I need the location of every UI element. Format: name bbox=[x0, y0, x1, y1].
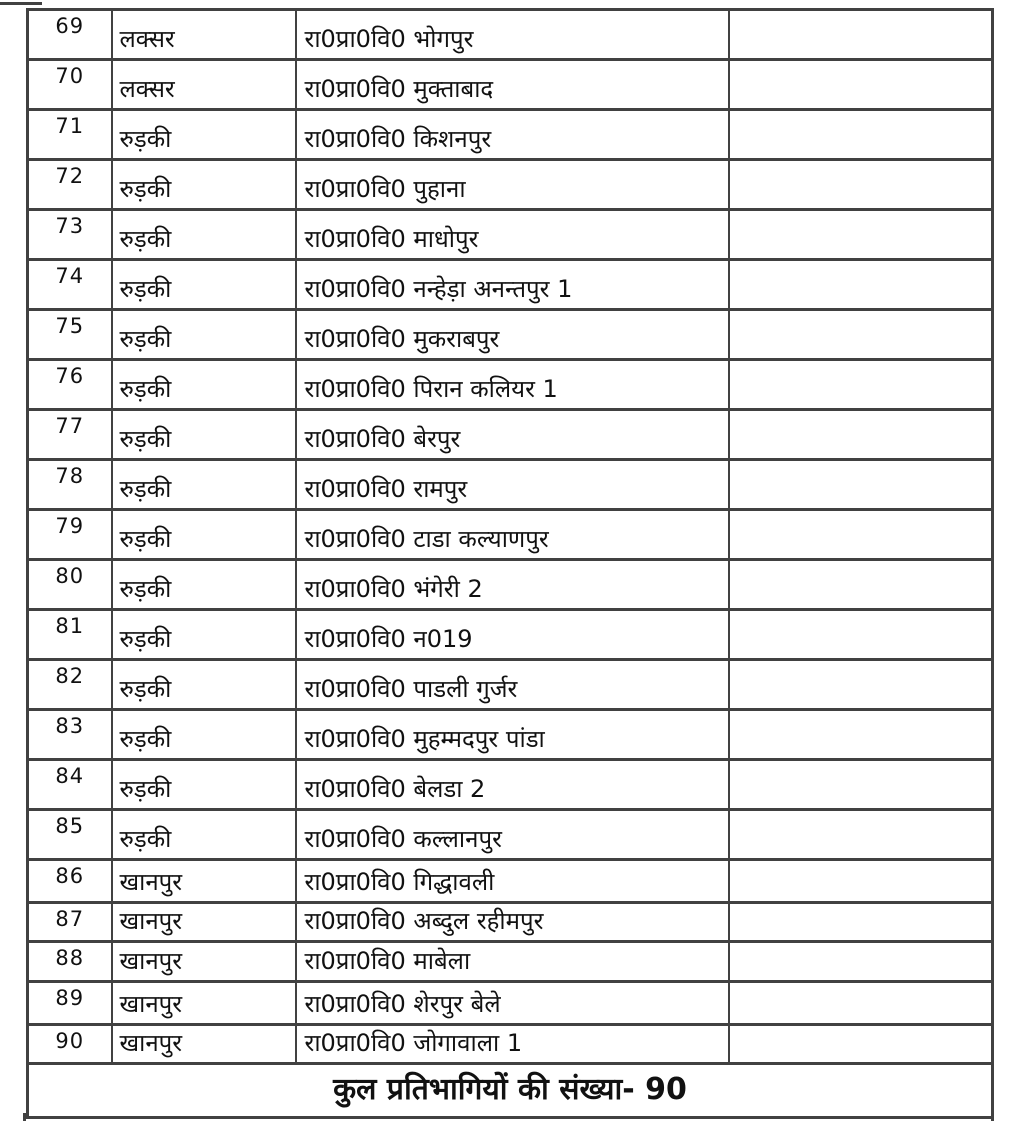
school-cell: रा0प्रा0वि0 शेरपुर बेले bbox=[296, 982, 729, 1025]
serial-cell: 90 bbox=[28, 1025, 112, 1064]
table-row bbox=[28, 903, 993, 942]
block-cell: रुड़की bbox=[112, 510, 296, 560]
table-row bbox=[28, 982, 993, 1025]
table-row bbox=[28, 610, 993, 660]
serial-cell: 84 bbox=[28, 760, 112, 810]
table-row bbox=[28, 760, 993, 810]
block-cell: रुड़की bbox=[112, 260, 296, 310]
block-cell: रुड़की bbox=[112, 110, 296, 160]
school-cell: रा0प्रा0वि0 पाडली गुर्जर bbox=[296, 660, 729, 710]
serial-cell: 85 bbox=[28, 810, 112, 860]
table-row bbox=[28, 660, 993, 710]
block-cell: रुड़की bbox=[112, 710, 296, 760]
serial-cell: 82 bbox=[28, 660, 112, 710]
remark-cell bbox=[729, 810, 993, 860]
school-cell: रा0प्रा0वि0 पुहाना bbox=[296, 160, 729, 210]
block-cell: खानपुर bbox=[112, 1025, 296, 1064]
remark-cell bbox=[729, 210, 993, 260]
serial-cell: 77 bbox=[28, 410, 112, 460]
serial-cell: 89 bbox=[28, 982, 112, 1025]
serial-cell: 72 bbox=[28, 160, 112, 210]
block-cell: रुड़की bbox=[112, 660, 296, 710]
serial-cell: 83 bbox=[28, 710, 112, 760]
table-row bbox=[28, 710, 993, 760]
table-row bbox=[28, 560, 993, 610]
serial-cell: 81 bbox=[28, 610, 112, 660]
table-row bbox=[28, 860, 993, 903]
block-cell: रुड़की bbox=[112, 610, 296, 660]
table-body bbox=[28, 10, 993, 1064]
school-cell: रा0प्रा0वि0 टाडा कल्याणपुर bbox=[296, 510, 729, 560]
block-cell: रुड़की bbox=[112, 760, 296, 810]
serial-cell: 70 bbox=[28, 60, 112, 110]
remark-cell bbox=[729, 460, 993, 510]
serial-cell: 71 bbox=[28, 110, 112, 160]
table-row bbox=[28, 360, 993, 410]
block-cell: रुड़की bbox=[112, 460, 296, 510]
school-cell: रा0प्रा0वि0 नन्हेड़ा अनन्तपुर 1 bbox=[296, 260, 729, 310]
remark-cell bbox=[729, 510, 993, 560]
remark-cell bbox=[729, 110, 993, 160]
block-cell: रुड़की bbox=[112, 360, 296, 410]
table-row bbox=[28, 110, 993, 160]
remark-cell bbox=[729, 982, 993, 1025]
remark-cell bbox=[729, 560, 993, 610]
block-cell: खानपुर bbox=[112, 982, 296, 1025]
table-row bbox=[28, 510, 993, 560]
serial-cell: 78 bbox=[28, 460, 112, 510]
remark-cell bbox=[729, 160, 993, 210]
serial-cell: 80 bbox=[28, 560, 112, 610]
block-cell: लक्सर bbox=[112, 10, 296, 60]
school-cell: रा0प्रा0वि0 गिद्धावली bbox=[296, 860, 729, 903]
block-cell: रुड़की bbox=[112, 560, 296, 610]
school-cell: रा0प्रा0वि0 बेलडा 2 bbox=[296, 760, 729, 810]
serial-cell: 86 bbox=[28, 860, 112, 903]
school-cell: रा0प्रा0वि0 मुकराबपुर bbox=[296, 310, 729, 360]
table-row bbox=[28, 942, 993, 982]
table-row bbox=[28, 10, 993, 60]
school-cell: रा0प्रा0वि0 अब्दुल रहीमपुर bbox=[296, 903, 729, 942]
school-cell: रा0प्रा0वि0 रामपुर bbox=[296, 460, 729, 510]
school-cell: रा0प्रा0वि0 मुहम्मदपुर पांडा bbox=[296, 710, 729, 760]
block-cell: खानपुर bbox=[112, 860, 296, 903]
school-cell: रा0प्रा0वि0 भंगेरी 2 bbox=[296, 560, 729, 610]
remark-cell bbox=[729, 660, 993, 710]
block-cell: खानपुर bbox=[112, 942, 296, 982]
next-block-border-stub bbox=[23, 1113, 994, 1121]
serial-cell: 69 bbox=[28, 10, 112, 60]
block-cell: रुड़की bbox=[112, 160, 296, 210]
remark-cell bbox=[729, 942, 993, 982]
school-cell: रा0प्रा0वि0 न019 bbox=[296, 610, 729, 660]
school-cell: रा0प्रा0वि0 पिरान कलियर 1 bbox=[296, 360, 729, 410]
serial-cell: 75 bbox=[28, 310, 112, 360]
previous-block-border-stub bbox=[0, 2, 42, 5]
remark-cell bbox=[729, 310, 993, 360]
remark-cell bbox=[729, 360, 993, 410]
block-cell: लक्सर bbox=[112, 60, 296, 110]
table-row bbox=[28, 160, 993, 210]
serial-cell: 76 bbox=[28, 360, 112, 410]
remark-cell bbox=[729, 410, 993, 460]
block-cell: खानपुर bbox=[112, 903, 296, 942]
total-row bbox=[28, 1064, 993, 1118]
block-cell: रुड़की bbox=[112, 310, 296, 360]
serial-cell: 87 bbox=[28, 903, 112, 942]
table-row bbox=[28, 310, 993, 360]
table-row bbox=[28, 210, 993, 260]
remark-cell bbox=[729, 260, 993, 310]
block-cell: रुड़की bbox=[112, 210, 296, 260]
table-footer bbox=[28, 1064, 993, 1118]
remark-cell bbox=[729, 10, 993, 60]
school-cell: रा0प्रा0वि0 माबेला bbox=[296, 942, 729, 982]
table-row bbox=[28, 810, 993, 860]
remark-cell bbox=[729, 860, 993, 903]
remark-cell bbox=[729, 710, 993, 760]
school-cell: रा0प्रा0वि0 माधोपुर bbox=[296, 210, 729, 260]
table-row bbox=[28, 60, 993, 110]
participants-table bbox=[26, 8, 994, 1119]
serial-cell: 79 bbox=[28, 510, 112, 560]
serial-cell: 73 bbox=[28, 210, 112, 260]
block-cell: रुड़की bbox=[112, 810, 296, 860]
school-cell: रा0प्रा0वि0 जोगावाला 1 bbox=[296, 1025, 729, 1064]
school-cell: रा0प्रा0वि0 किशनपुर bbox=[296, 110, 729, 160]
table-row bbox=[28, 460, 993, 510]
remark-cell bbox=[729, 1025, 993, 1064]
school-cell: रा0प्रा0वि0 बेरपुर bbox=[296, 410, 729, 460]
total-participants-label: कुल प्रतिभागियों की संख्या- 90 bbox=[28, 1064, 993, 1118]
school-cell: रा0प्रा0वि0 मुक्ताबाद bbox=[296, 60, 729, 110]
serial-cell: 88 bbox=[28, 942, 112, 982]
remark-cell bbox=[729, 610, 993, 660]
table-row bbox=[28, 410, 993, 460]
serial-cell: 74 bbox=[28, 260, 112, 310]
table-row bbox=[28, 260, 993, 310]
remark-cell bbox=[729, 60, 993, 110]
table-row bbox=[28, 1025, 993, 1064]
block-cell: रुड़की bbox=[112, 410, 296, 460]
school-cell: रा0प्रा0वि0 कल्लानपुर bbox=[296, 810, 729, 860]
remark-cell bbox=[729, 903, 993, 942]
remark-cell bbox=[729, 760, 993, 810]
school-cell: रा0प्रा0वि0 भोगपुर bbox=[296, 10, 729, 60]
